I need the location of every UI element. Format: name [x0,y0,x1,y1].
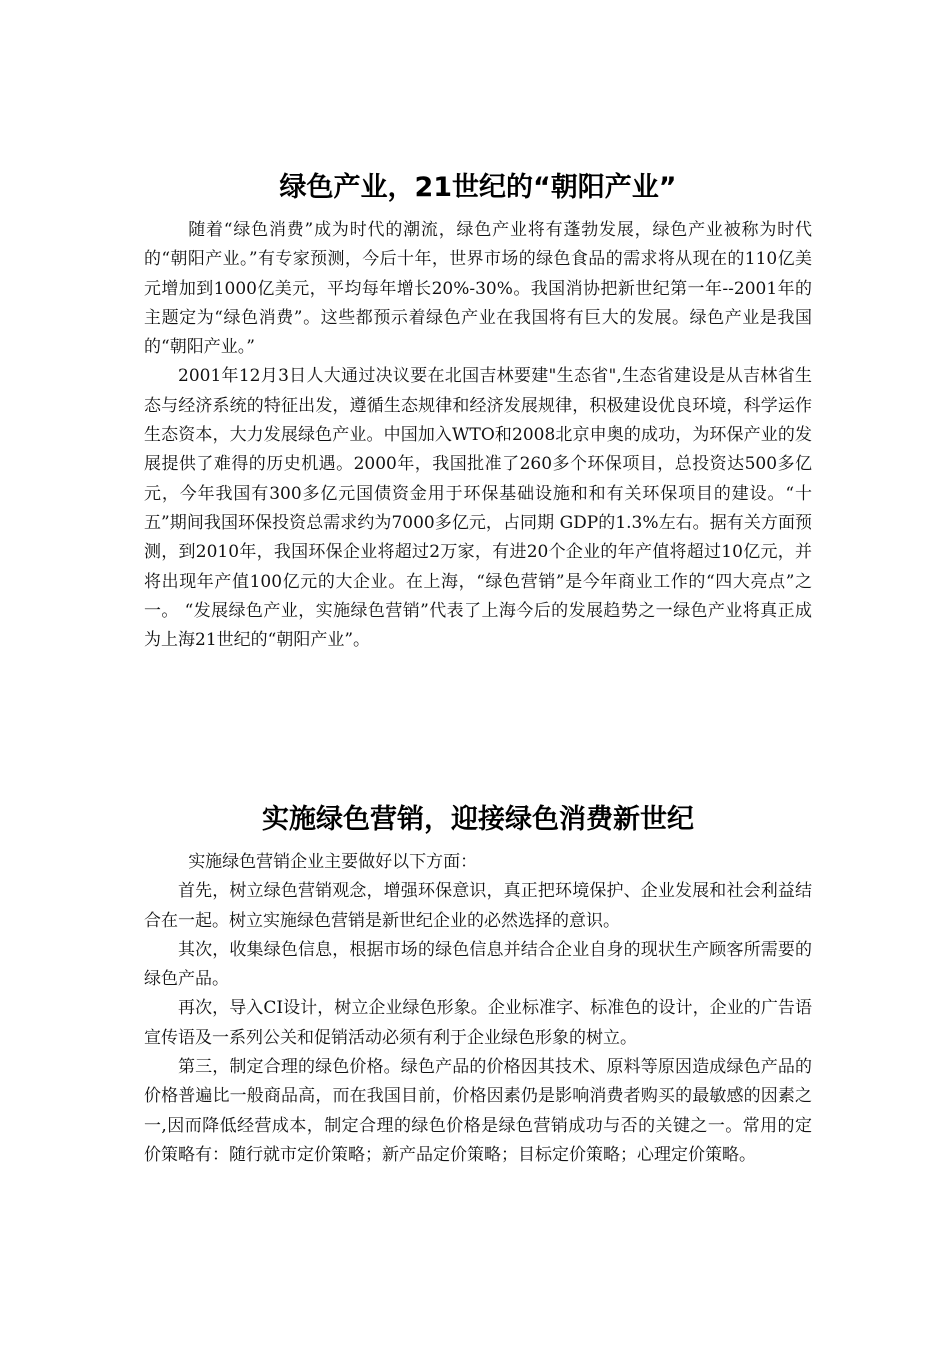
paragraph: 第三，制定合理的绿色价格。绿色产品的价格因其技术、原料等原因造成绿色产品的价格普遍比一般商品高，而在我国目前，价格因素仍是影响消费者购买的最敏感的因素之一,因而降低经营成本，制定合理的绿色价格是绿色营销成功与否的关键之一。常用的定价策略有：随行就市定价策略；新产品定价策略；目标定价策略；心理定价策略。 [144,1057,812,1165]
paragraph: 再次，导入CI设计，树立企业绿色形象。企业标准字、标准色的设计，企业的广告语宣传语及一系列公关和促销活动必须有利于企业绿色形象的树立。 [144,998,812,1048]
section-title: 实施绿色营销，迎接绿色消费新世纪 [262,804,694,835]
paragraph: 实施绿色营销企业主要做好以下方面： [188,852,478,872]
paragraph: 其次，收集绿色信息，根据市场的绿色信息并结合企业自身的现状生产顾客所需要的绿色产品。 [144,939,812,990]
section-green-marketing [144,800,812,1170]
paragraph: 2001年12月3日人大通过决议要在北国吉林要建"生态省",生态省建设是从吉林省生态与经济系统的特征出发，遵循生态规律和经济发展规律，积极建设优良环境，科学运作生态资本，大力发展绿色产业。中国加入WTO和2008北京申奥的成功，为环保产业的发展提供了难得的历史机遇。2000年，我国批准了260多个环保项目，总投资达500多亿元，今年我国有300多亿元国债资金用于环保基础设施和和有关环保项目的建设。“十五”期间我国环保投资总需求约为7000多亿元，占同期 GDP的1.3%左右。据有关方面预测，到2010年，我国环保企业将超过2万家，有进20个企业的年产值将超过10亿元，并将出现年产值100亿元的大企业。在上海，“绿色营销”是今年商业工作的“四大亮点”之一。 “发展绿色产业，实施绿色营销”代表了上海今后的发展趋势之一绿色产业将真正成为上海21世纪的“朝阳产业”。 [144,366,812,651]
paragraph: 首先，树立绿色营销观念，增强环保意识，真正把环境保护、企业发展和社会利益结合在一起。树立实施绿色营销是新世纪企业的必然选择的意识。 [144,881,812,931]
paragraph: 随着“绿色消费”成为时代的潮流，绿色产业将有蓬勃发展，绿色产业被称为时代的“朝阳产业。”有专家预测，今后十年，世界市场的绿色食品的需求将从现在的110亿美元增加到1000亿美元，平均每年增长20%-30%。我国消协把新世纪第一年--2001年的主题定为“绿色消费”。这些都预示着绿色产业在我国将有巨大的发展。绿色产业是我国的“朝阳产业。” [144,220,812,358]
section-title: 绿色产业，21世纪的“朝阳产业” [279,172,677,203]
section-green-industry [144,168,812,655]
